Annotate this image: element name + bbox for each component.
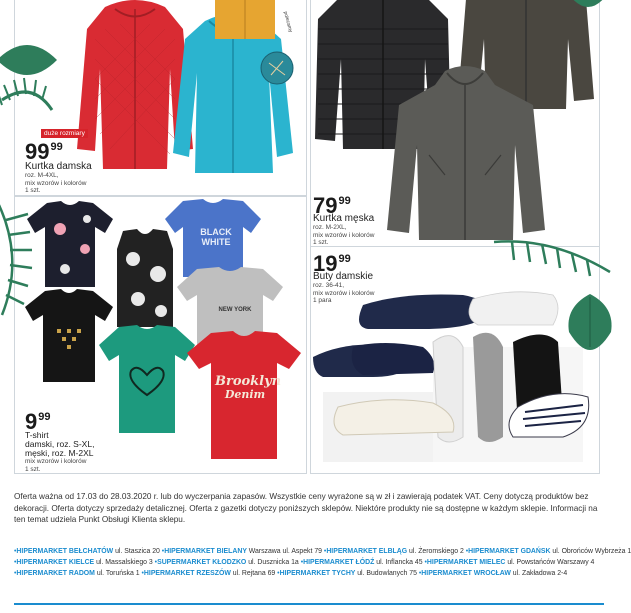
- tshirt-spec: [25, 440, 94, 473]
- store-address: Warszawa ul. Aspekt 79: [248, 548, 324, 555]
- spec-line: 1 para: [313, 297, 332, 304]
- shoes-price-main: 19: [313, 251, 338, 276]
- palm-leaf-decoration: [492, 232, 612, 282]
- spec-line: mix wzorów i kolorów: [313, 289, 375, 297]
- men-jacket-price-main: 79: [313, 193, 338, 218]
- black-floral-tshirt-image: [25, 199, 115, 289]
- spec-line: 1 szt.: [25, 465, 41, 473]
- women-jacket-price-main: 99: [25, 139, 50, 164]
- plus-size-badge: duże rozmiary: [41, 129, 88, 138]
- spec-line: mix wzorów i kolorów: [25, 458, 87, 465]
- men-jacket-spec: [313, 224, 374, 247]
- tshirt-panel: [14, 196, 307, 474]
- green-heart-tshirt-image: [97, 325, 197, 435]
- store-name: HIPERMARKET BEŁCHATÓW: [16, 548, 116, 555]
- store-address: ul. Toruńska 1: [96, 570, 142, 577]
- store-address: ul. Inflancka 45: [376, 559, 425, 566]
- store-line: [14, 557, 604, 568]
- tshirt-price-main: 9: [25, 409, 38, 434]
- store-name: HIPERMARKET RADOM: [16, 570, 97, 577]
- bottom-accent-bar: [14, 603, 604, 605]
- women-jacket-name: Kurtka damska: [25, 161, 92, 172]
- yellow-jacket-image: [215, 0, 275, 39]
- name-line: T-shirt: [25, 430, 49, 440]
- palm-leaf-decoration: [0, 10, 62, 120]
- polecamy-side-text: polecamy: [282, 10, 294, 34]
- bullet-icon: •: [300, 559, 304, 566]
- store-name: HIPERMARKET ELBLĄG: [326, 548, 410, 555]
- spec-line: mix wzorów i kolorów: [25, 179, 87, 187]
- store-address: ul. Żeromskiego 2: [409, 548, 466, 555]
- men-jacket-name: Kurtka męska: [313, 213, 375, 224]
- spec-line: roz. M-4XL,: [25, 172, 59, 179]
- bullet-icon: •: [14, 548, 17, 555]
- denim-text: Denim: [224, 388, 266, 401]
- store-name: HIPERMARKET GDAŃSK: [468, 548, 553, 555]
- store-address: ul. Dusznicka 1a: [248, 559, 301, 566]
- store-address: ul. Obrońców Wybrzeża 1: [552, 548, 631, 555]
- tshirt-print-black-white: BLACK WHITE: [200, 227, 232, 247]
- brooklyn-text: Brooklyn: [215, 374, 282, 389]
- store-name: HIPERMARKET RZESZÓW: [143, 570, 233, 577]
- bullet-icon: •: [323, 548, 327, 555]
- shoes-display-image: [313, 287, 598, 467]
- women-jacket-price-cents: 99: [50, 141, 63, 153]
- store-list: [14, 546, 631, 579]
- bullet-icon: •: [154, 559, 158, 566]
- monstera-leaf-decoration: [568, 0, 608, 14]
- store-name: HIPERMARKET MIELEC: [426, 559, 508, 566]
- tshirt-price-cents: 99: [38, 411, 51, 423]
- store-address: ul. Staszica 20: [115, 548, 162, 555]
- name-line: męski, roz. M-2XL: [25, 448, 94, 458]
- spec-line: roz. M-2XL,: [313, 224, 347, 231]
- palm-leaf-decoration: [0, 200, 34, 320]
- bullet-icon: •: [14, 559, 17, 566]
- bullet-icon: •: [141, 570, 144, 577]
- store-name: HIPERMARKET TYCHY: [279, 570, 358, 577]
- spec-line: 1 szt.: [313, 239, 329, 246]
- tshirt-print-new-york: NEW YORK: [218, 307, 252, 313]
- shoes-price-cents: 99: [338, 253, 351, 265]
- shoes-name: Buty damskie: [313, 271, 374, 282]
- women-jacket-spec: [25, 172, 86, 195]
- store-line: [14, 568, 604, 579]
- men-jacket-price-cents: 99: [338, 195, 351, 207]
- women-jacket-price: [25, 141, 63, 163]
- offer-legal-text: Oferta ważna od 17.03 do 28.03.2020 r. lub do wyczerpania zapasów. Wszystkie ceny wyrażone są w zł i zawierają podatek VAT. Ceny dotyczą produktów bez dekoracji. Oferta dotyczy sprzedaży detalicznej. Oferta z gazetki dotyczy poniższych sklepów. Niektóre produkty nie są dostępne w każdym sklepie. Informacji na ten temat udziela Punkt Obsługi Klienta sklepu.: [14, 492, 598, 524]
- monstera-leaf-decoration: [565, 292, 615, 352]
- store-address: ul. Rejtana 69: [232, 570, 278, 577]
- bullet-icon: •: [424, 559, 427, 566]
- tshirt-print-brooklyn: [215, 374, 282, 401]
- spec-line: 1 szt.: [25, 187, 41, 194]
- store-name: HIPERMARKET BIELANY: [164, 548, 249, 555]
- spec-line: mix wzorów i kolorów: [313, 231, 375, 239]
- bullet-icon: •: [418, 570, 422, 577]
- store-name: SUPERMARKET KŁODZKO: [157, 559, 249, 566]
- store-name: HIPERMARKET KIELCE: [16, 559, 97, 566]
- bullet-icon: •: [465, 548, 469, 555]
- spec-line: roz. 36-41,: [313, 282, 345, 289]
- grey-softshell-jacket-image: [383, 65, 548, 240]
- store-line: [14, 546, 631, 557]
- bullet-icon: •: [161, 548, 165, 555]
- name-line: damski, roz. S-XL,: [25, 439, 95, 449]
- store-address: ul. Zakładowa 2-4: [512, 570, 568, 577]
- store-address: ul. Budowlanych 75: [357, 570, 419, 577]
- store-name: HIPERMARKET WROCŁAW: [421, 570, 513, 577]
- bullet-icon: •: [14, 570, 17, 577]
- men-jacket-panel: [310, 0, 600, 248]
- bullet-icon: •: [277, 570, 280, 577]
- store-address: ul. Powstańców Warszawy 4: [507, 559, 595, 566]
- store-address: ul. Massalskiego 3: [96, 559, 155, 566]
- store-name: HIPERMARKET ŁÓDŹ: [303, 559, 377, 566]
